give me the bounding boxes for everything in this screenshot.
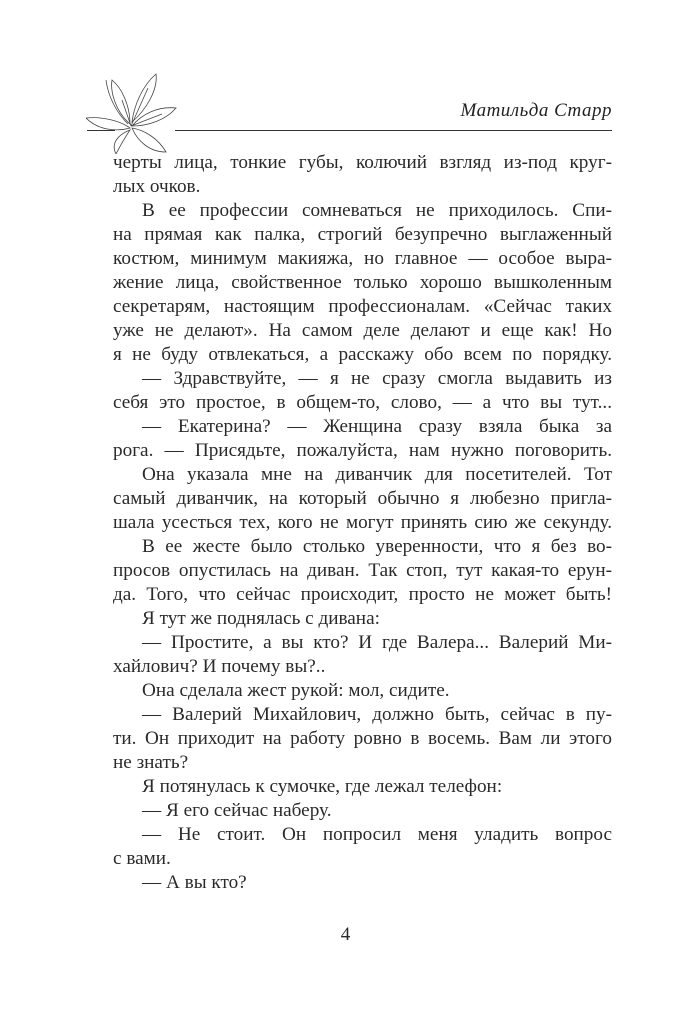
text-line: с вами.	[113, 848, 171, 869]
header-rule-left	[87, 130, 115, 131]
header-rule	[175, 130, 612, 131]
text-line: жение лица, свойственное только хорошо вышколенным	[113, 272, 612, 293]
text-line: — А вы кто?	[142, 872, 247, 893]
body-text	[113, 151, 612, 895]
text-line: секретарям, настоящим профессионалам. «Сейчас таких	[113, 296, 612, 317]
text-line: Она сделала жест рукой: мол, сидите.	[142, 680, 450, 701]
text-line: Она указала мне на диванчик для посетителей. Тот	[142, 464, 612, 485]
page-number: 4	[340, 924, 351, 945]
text-line: — Простите, а вы кто? И где Валера... Валерий Ми-	[142, 632, 612, 653]
text-line: — Я его сейчас наберу.	[142, 800, 332, 821]
text-line: я не буду отвлекаться, а расскажу обо всем по порядку.	[113, 344, 612, 365]
text-line: — Здравствуйте, — я не сразу смогла выдавить из	[142, 368, 612, 389]
text-line: черты лица, тонкие губы, колючий взгляд из-под круг-	[113, 152, 612, 173]
text-line: уже не делают». На самом деле делают и еще как! Но	[113, 320, 612, 341]
text-line: не знать?	[113, 752, 189, 773]
text-line: ти. Он приходит на работу ровно в восемь. Вам ли этого	[113, 728, 612, 749]
text-line: рога. — Присядьте, пожалуйста, нам нужно поговорить.	[113, 440, 612, 461]
text-line: Я потянулась к сумочке, где лежал телефон:	[142, 776, 503, 797]
text-line: Я тут же поднялась с дивана:	[142, 608, 380, 629]
text-line: — Валерий Михайлович, должно быть, сейчас в пу-	[142, 704, 612, 725]
text-line: да. Того, что сейчас происходит, просто не может быть!	[113, 584, 612, 605]
text-line: В ее жесте было столько уверенности, что я без во-	[142, 536, 612, 557]
text-line: хайлович? И почему вы?..	[113, 656, 326, 677]
text-line: шала усесться тех, кого не могут принять сию же секунду.	[113, 512, 612, 533]
text-line: костюм, минимум макияжа, но главное — особое выра-	[113, 248, 612, 269]
text-line: — Екатерина? — Женщина сразу взяла быка за	[142, 416, 612, 437]
text-line: себя это простое, в общем-то, слово, — а что вы тут...	[113, 392, 612, 413]
text-line: В ее профессии сомневаться не приходилось. Спи-	[142, 200, 612, 221]
flower-ornament-icon	[86, 72, 178, 154]
text-line: самый диванчик, на который обычно я любезно пригла-	[113, 488, 612, 509]
running-header-author: Матильда Старр	[460, 100, 612, 121]
text-line: на прямая как палка, строгий безупречно выглаженный	[113, 224, 612, 245]
text-line: лых очков.	[113, 176, 201, 197]
text-line: — Не стоит. Он попросил меня уладить вопрос	[142, 824, 612, 845]
text-line: просов опустилась на диван. Так стоп, тут какая-то ерун-	[113, 560, 612, 581]
